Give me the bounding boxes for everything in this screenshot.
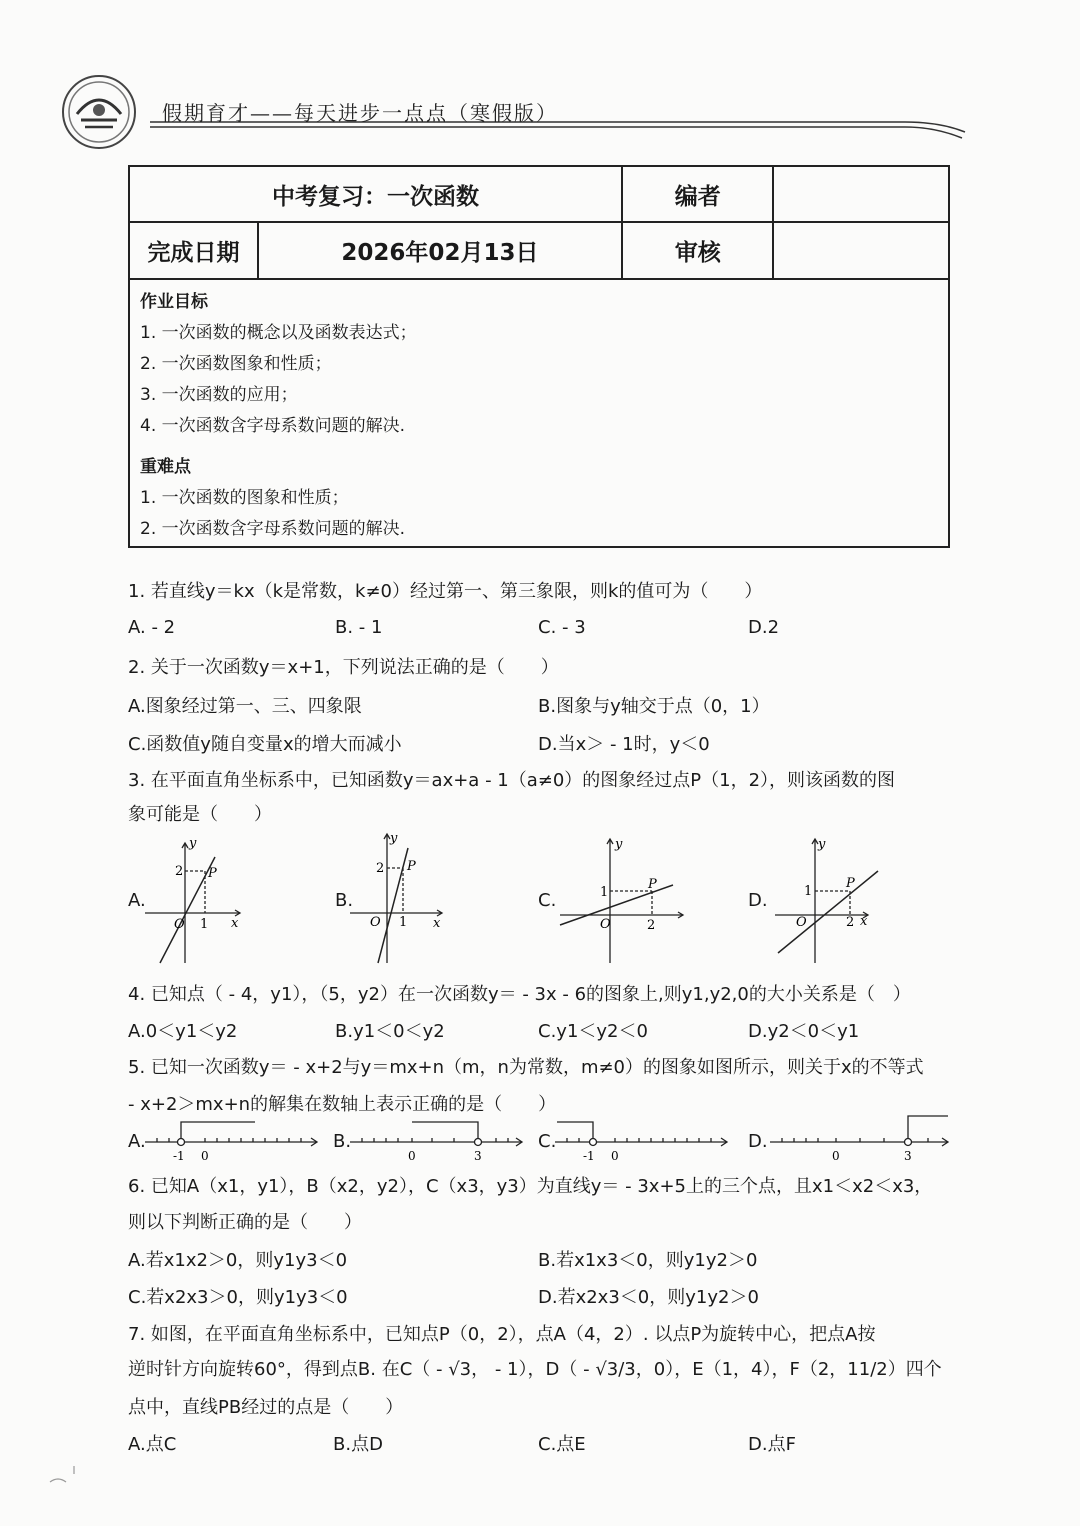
q5-numberline-b xyxy=(350,1118,530,1162)
origin-label: O xyxy=(796,915,807,930)
x-label: x xyxy=(860,914,868,929)
q3-option-d: D. xyxy=(748,890,768,911)
q1-option-a: A. - 2 xyxy=(128,617,176,638)
q7-option-c: C.点E xyxy=(538,1434,586,1455)
solution-ray xyxy=(181,1122,255,1139)
x-tick-label: 2 xyxy=(846,915,855,930)
q3-graph-b xyxy=(350,830,460,965)
y-tick-label: 2 xyxy=(175,864,184,879)
key-point-item: 2. 一次函数含字母系数问题的解决. xyxy=(140,519,406,539)
q6-option-c: C.若x2x3＞0，则y1y3＜0 xyxy=(128,1287,348,1308)
q3-graph-d xyxy=(770,835,890,965)
q1-stem: 1. 若直线y＝kx（k是常数，k≠0）经过第一、第三象限，则k的值可为（ ） xyxy=(128,581,763,602)
x-label: x xyxy=(231,916,239,931)
origin-label: O xyxy=(600,917,611,932)
q6-option-d: D.若x2x3＜0，则y1y2＞0 xyxy=(538,1287,759,1308)
q6-option-a: A.若x1x2＞0，则y1y3＜0 xyxy=(128,1250,348,1271)
point-p-label: P xyxy=(846,876,855,891)
q1-option-d: D.2 xyxy=(748,617,780,638)
tick-label: -1 xyxy=(173,1149,185,1162)
tick-label: 0 xyxy=(201,1149,209,1162)
q4-option-a: A.0＜y1＜y2 xyxy=(128,1021,238,1042)
open-dot xyxy=(905,1139,912,1146)
q7-option-d: D.点F xyxy=(748,1434,796,1455)
solution-ray xyxy=(412,1122,478,1139)
q2-option-c: C.函数值y随自变量x的增大而减小 xyxy=(128,734,402,755)
header-decoration xyxy=(0,0,1080,160)
q3-option-a: A. xyxy=(128,890,146,911)
x-tick-label: 2 xyxy=(647,918,656,933)
page-header xyxy=(0,0,1080,160)
tick-label: 0 xyxy=(611,1149,619,1162)
q6-stem-line2: 则以下判断正确的是（ ） xyxy=(128,1212,362,1233)
header-title: 假期育才——每天进步一点点（寒假版） xyxy=(162,101,558,125)
q1-option-c: C. - 3 xyxy=(538,617,586,638)
tick-label: 3 xyxy=(904,1149,912,1162)
school-logo-icon xyxy=(55,70,147,150)
q6-stem-line1: 6. 已知A（x1，y1），B（x2，y2），C（x3，y3）为直线y＝ - 3x+5上的三个点，且x1＜x2＜x3， xyxy=(128,1176,933,1197)
q6-option-b: B.若x1x3＜0，则y1y2＞0 xyxy=(538,1250,758,1271)
point-p-label: P xyxy=(648,877,657,892)
tick-label: 0 xyxy=(408,1149,416,1162)
key-point-item: 1. 一次函数的图象和性质； xyxy=(140,488,349,508)
q3-stem-line1: 3. 在平面直角坐标系中，已知函数y＝ax+a - 1（a≠0）的图象经过点P（1，2），则该函数的图 xyxy=(128,770,896,791)
q7-option-b: B.点D xyxy=(333,1434,383,1455)
q7-stem-line1: 7. 如图，在平面直角坐标系中，已知点P（0，2），点A（4，2）. 以点P为旋转中心，把点A按 xyxy=(128,1324,876,1345)
q4-option-b: B.y1＜0＜y2 xyxy=(335,1021,445,1042)
q2-stem: 2. 关于一次函数y＝x+1，下列说法正确的是（ ） xyxy=(128,657,559,678)
tick-label: 3 xyxy=(474,1149,482,1162)
q5-option-b: B. xyxy=(333,1131,352,1152)
q2-option-d: D.当x＞ - 1时，y＜0 xyxy=(538,734,710,755)
review-value xyxy=(773,222,949,279)
origin-label: O xyxy=(174,917,185,932)
solution-ray xyxy=(557,1122,593,1139)
goal-item: 1. 一次函数的概念以及函数表达式； xyxy=(140,323,417,343)
q7-stem-line3: 点中，直线PB经过的点是（ ） xyxy=(128,1397,404,1418)
q2-option-a: A.图象经过第一、三、四象限 xyxy=(128,696,362,717)
q4-stem: 4. 已知点（ - 4，y1），（5，y2）在一次函数y＝ - 3x - 6的图象上,则y1,y2,0的大小关系是（ ） xyxy=(128,984,911,1005)
q5-option-c: C. xyxy=(538,1131,557,1152)
open-dot xyxy=(475,1139,482,1146)
q5-option-d: D. xyxy=(748,1131,768,1152)
goal-item: 3. 一次函数的应用； xyxy=(140,385,298,405)
y-tick-label: 2 xyxy=(376,861,385,876)
date-label: 完成日期 xyxy=(129,222,258,279)
q4-option-d: D.y2＜0＜y1 xyxy=(748,1021,860,1042)
q5-stem-line2: - x+2＞mx+n的解集在数轴上表示正确的是（ ） xyxy=(128,1094,557,1115)
origin-label: O xyxy=(370,915,381,930)
q7-stem-line2: 逆时针方向旋转60°，得到点B. 在C（ - √3， - 1），D（ - √3/3，0），E（1，4），F（2，11/2）四个 xyxy=(128,1359,942,1380)
q3-graph-c xyxy=(555,835,695,965)
x-tick-label: 1 xyxy=(399,915,408,930)
q3-option-b: B. xyxy=(335,890,354,911)
point-p-label: P xyxy=(208,866,217,881)
editor-value xyxy=(773,166,949,222)
open-dot xyxy=(178,1139,185,1146)
q1-option-b: B. - 1 xyxy=(335,617,383,638)
topic-cell: 中考复习：一次函数 xyxy=(129,166,622,222)
q7-option-a: A.点C xyxy=(128,1434,177,1455)
y-label: y xyxy=(189,836,197,851)
review-label: 审核 xyxy=(622,222,773,279)
solution-ray xyxy=(908,1116,948,1139)
q3-graph-a xyxy=(145,835,255,965)
q2-option-b: B.图象与y轴交于点（0，1） xyxy=(538,696,770,717)
goal-item: 4. 一次函数含字母系数问题的解决. xyxy=(140,416,406,436)
y-label: y xyxy=(615,837,623,852)
open-dot xyxy=(590,1139,597,1146)
y-label: y xyxy=(390,831,398,846)
scan-mark xyxy=(44,1462,84,1490)
goal-item: 2. 一次函数图象和性质； xyxy=(140,354,332,374)
q3-stem-line2: 象可能是（ ） xyxy=(128,804,272,825)
tick-label: 0 xyxy=(832,1149,840,1162)
q3-option-c: C. xyxy=(538,890,557,911)
y-tick-label: 1 xyxy=(804,884,813,899)
point-p-label: P xyxy=(407,859,416,874)
date-value: 2026年02月13日 xyxy=(258,222,622,279)
goals-title: 作业目标 xyxy=(140,292,208,312)
q5-option-a: A. xyxy=(128,1131,146,1152)
goals-box xyxy=(128,275,950,548)
info-table xyxy=(128,165,950,280)
key-points-title: 重难点 xyxy=(140,457,191,477)
y-label: y xyxy=(818,837,826,852)
q5-stem-line1: 5. 已知一次函数y＝ - x+2与y＝mx+n（m，n为常数，m≠0）的图象如图所示，则关于x的不等式 xyxy=(128,1057,924,1078)
tick-label: -1 xyxy=(583,1149,595,1162)
q4-option-c: C.y1＜y2＜0 xyxy=(538,1021,648,1042)
q5-numberline-c xyxy=(555,1118,735,1162)
x-label: x xyxy=(433,916,441,931)
x-tick-label: 1 xyxy=(200,917,209,932)
function-line xyxy=(160,857,215,963)
q5-numberline-a xyxy=(145,1118,325,1162)
editor-label: 编者 xyxy=(622,166,773,222)
q5-numberline-d xyxy=(770,1108,955,1162)
y-tick-label: 1 xyxy=(600,885,609,900)
